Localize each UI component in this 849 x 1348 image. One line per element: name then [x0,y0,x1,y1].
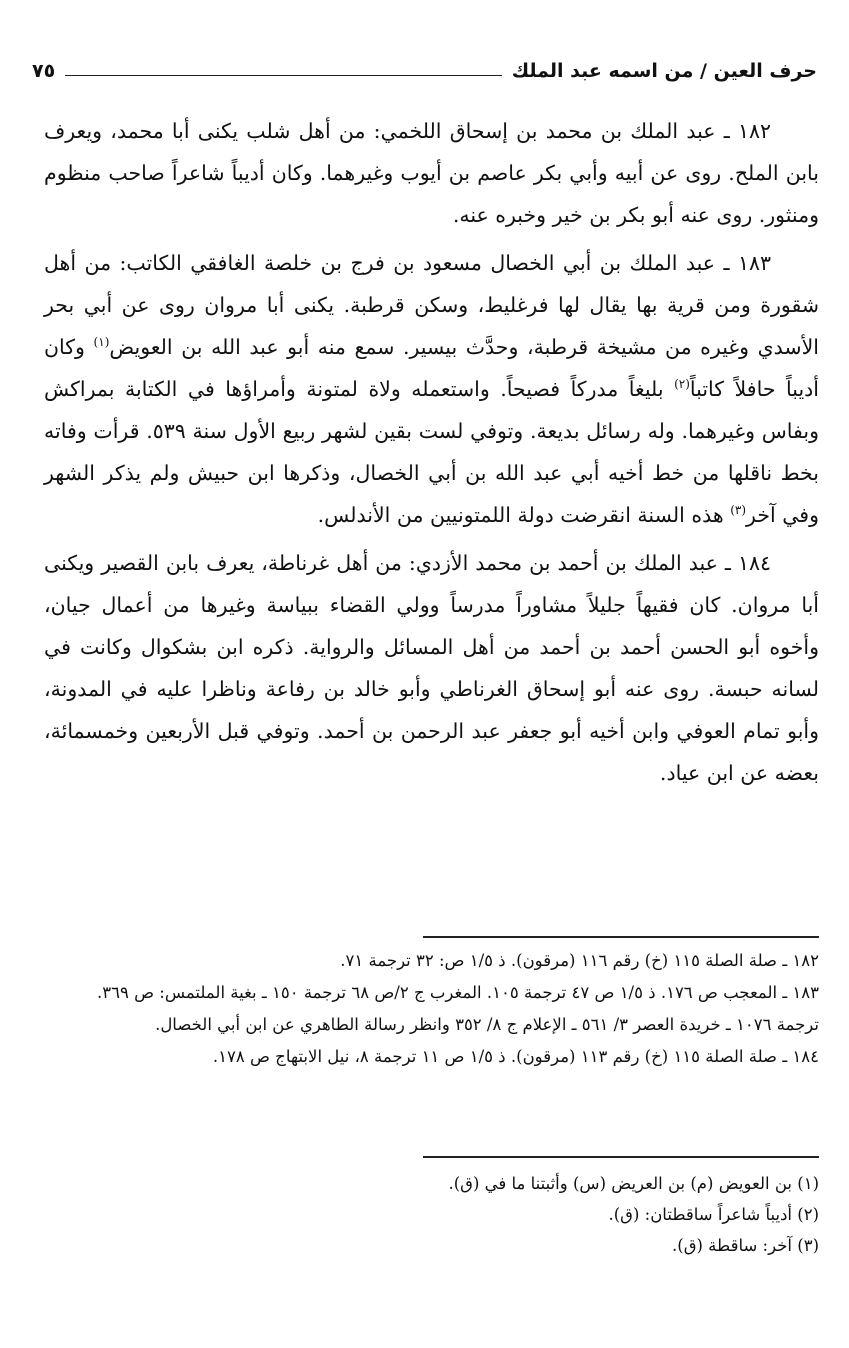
entry-184 [44,542,819,794]
sources-list [52,945,819,1073]
entry-text [44,242,819,536]
footnote-ref-1[interactable]: (١) [93,335,110,350]
footnote-ref-3[interactable]: (٣) [730,503,747,518]
source-item: ١٨٤ ـ صلة الصلة ١١٥ (خ) رقم ١١٣ (مرقون). ذ ١/٥ ص ١١ ترجمة ٨، نيل الابتهاج ص ١٧٨. [212,1047,819,1066]
footnote-item: (٣) آخر: ساقطة (ق). [672,1236,819,1255]
footnotes-list [52,1168,819,1261]
header-rule [65,75,501,76]
footnotes-divider [423,1156,819,1158]
main-text [44,110,819,800]
source-item: ١٨٣ ـ المعجب ص ١٧٦. ذ ١/٥ ص ٤٧ ترجمة ١٠٥. المغرب ج ٢/ص ٦٨ ترجمة ١٥٠ ـ بغية الملتمس: ص ٣٦٩. ترجمة ١٠٧٦ ـ خريدة العصر ٣/ ٥٦١ ـ الإعلام ج ٨/ ٣٥٢ وانظر رسالة الطاهري عن ابن أبي الخصال. [97,983,819,1034]
entry-text: ١٨٤ ـ عبد الملك بن أحمد بن محمد الأزدي: من أهل غرناطة، يعرف بابن القصير ويكنى أبا مروان. كان فقيهاً جليلاً مشاوراً مدرساً وولي القضاء ببياسة وغيرها من أعمال جيان، وأخوه أبو الحسن أحمد بن أحمد من أهل المسائل والرواية. ذكره ابن بشكوال وكانت في لسانه حبسة. روى عنه أبو إسحاق الغرناطي وأبو خالد بن رفاعة وناظرا عليه في المدونة، وأبو تمام العوفي وابن أخيه أبو جعفر عبد الرحمن بن أحمد. وتوفي قبل الأربعين وخمسمائة، بعضه عن ابن عياد. [44,551,819,785]
entry-183 [44,242,819,536]
footnote-item: (١) بن العويض (م) بن العريض (س) وأثبتنا ما في (ق). [448,1174,819,1193]
source-item: ١٨٢ ـ صلة الصلة ١١٥ (خ) رقم ١١٦ (مرقون). ذ ١/٥ ص: ٣٢ ترجمة ٧١. [340,951,819,970]
footnote-item: (٢) أديباً شاعراً ساقطتان: (ق). [608,1205,819,1224]
entry-text-part: هذه السنة انقرضت دولة اللمتونيين من الأندلس. [317,503,731,527]
entry-text-part: بليغاً مدركاً فصيحاً. واستعمله ولاة لمتونة وأمراؤها في الكتابة بمراكش وبفاس وغيرهما. وله رسائل بديعة. وتوفي لست بقين لشهر ربيع الأول سنة ٥٣٩. قرأت وفاته بخط ناقلها من خط أخيه أبي عبد الله بن أبي الخصال، وذكرها ابن حبيش ولم يذكر الشهر وفي آخر [44,377,819,527]
entry-text: ١٨٢ ـ عبد الملك بن محمد بن إسحاق اللخمي: من أهل شلب يكنى أبا محمد، ويعرف بابن الملح. روى عن أبيه وأبي بكر عاصم بن أيوب وغيرهما. وكان أديباً شاعراً صاحب منظوم ومنثور. روى عنه أبو بكر بن خير وخبره عنه. [44,119,819,227]
entry-text-part: ١٨٣ ـ عبد الملك بن أبي الخصال مسعود بن فرج بن خلصة الغافقي الكاتب: من أهل شقورة ومن قرية بها يقال لها فرغليط، وسكن قرطبة. يكنى أبا مروان روى عن أبي بحر الأسدي وغيره من مشيخة قرطبة، وحدَّث بيسير. سمع منه أبو عبد الله بن العويض [44,251,819,359]
page-number: ٧٥ [32,60,56,82]
running-header [32,56,817,86]
footnote-ref-2[interactable]: (٢) [674,377,690,392]
header-title: حرف العين / من اسمه عبد الملك [511,60,817,82]
sources-divider [423,936,819,938]
entry-182 [44,110,819,236]
entry-text-part: وكان أديباً حافلاً كاتباً [44,335,819,401]
